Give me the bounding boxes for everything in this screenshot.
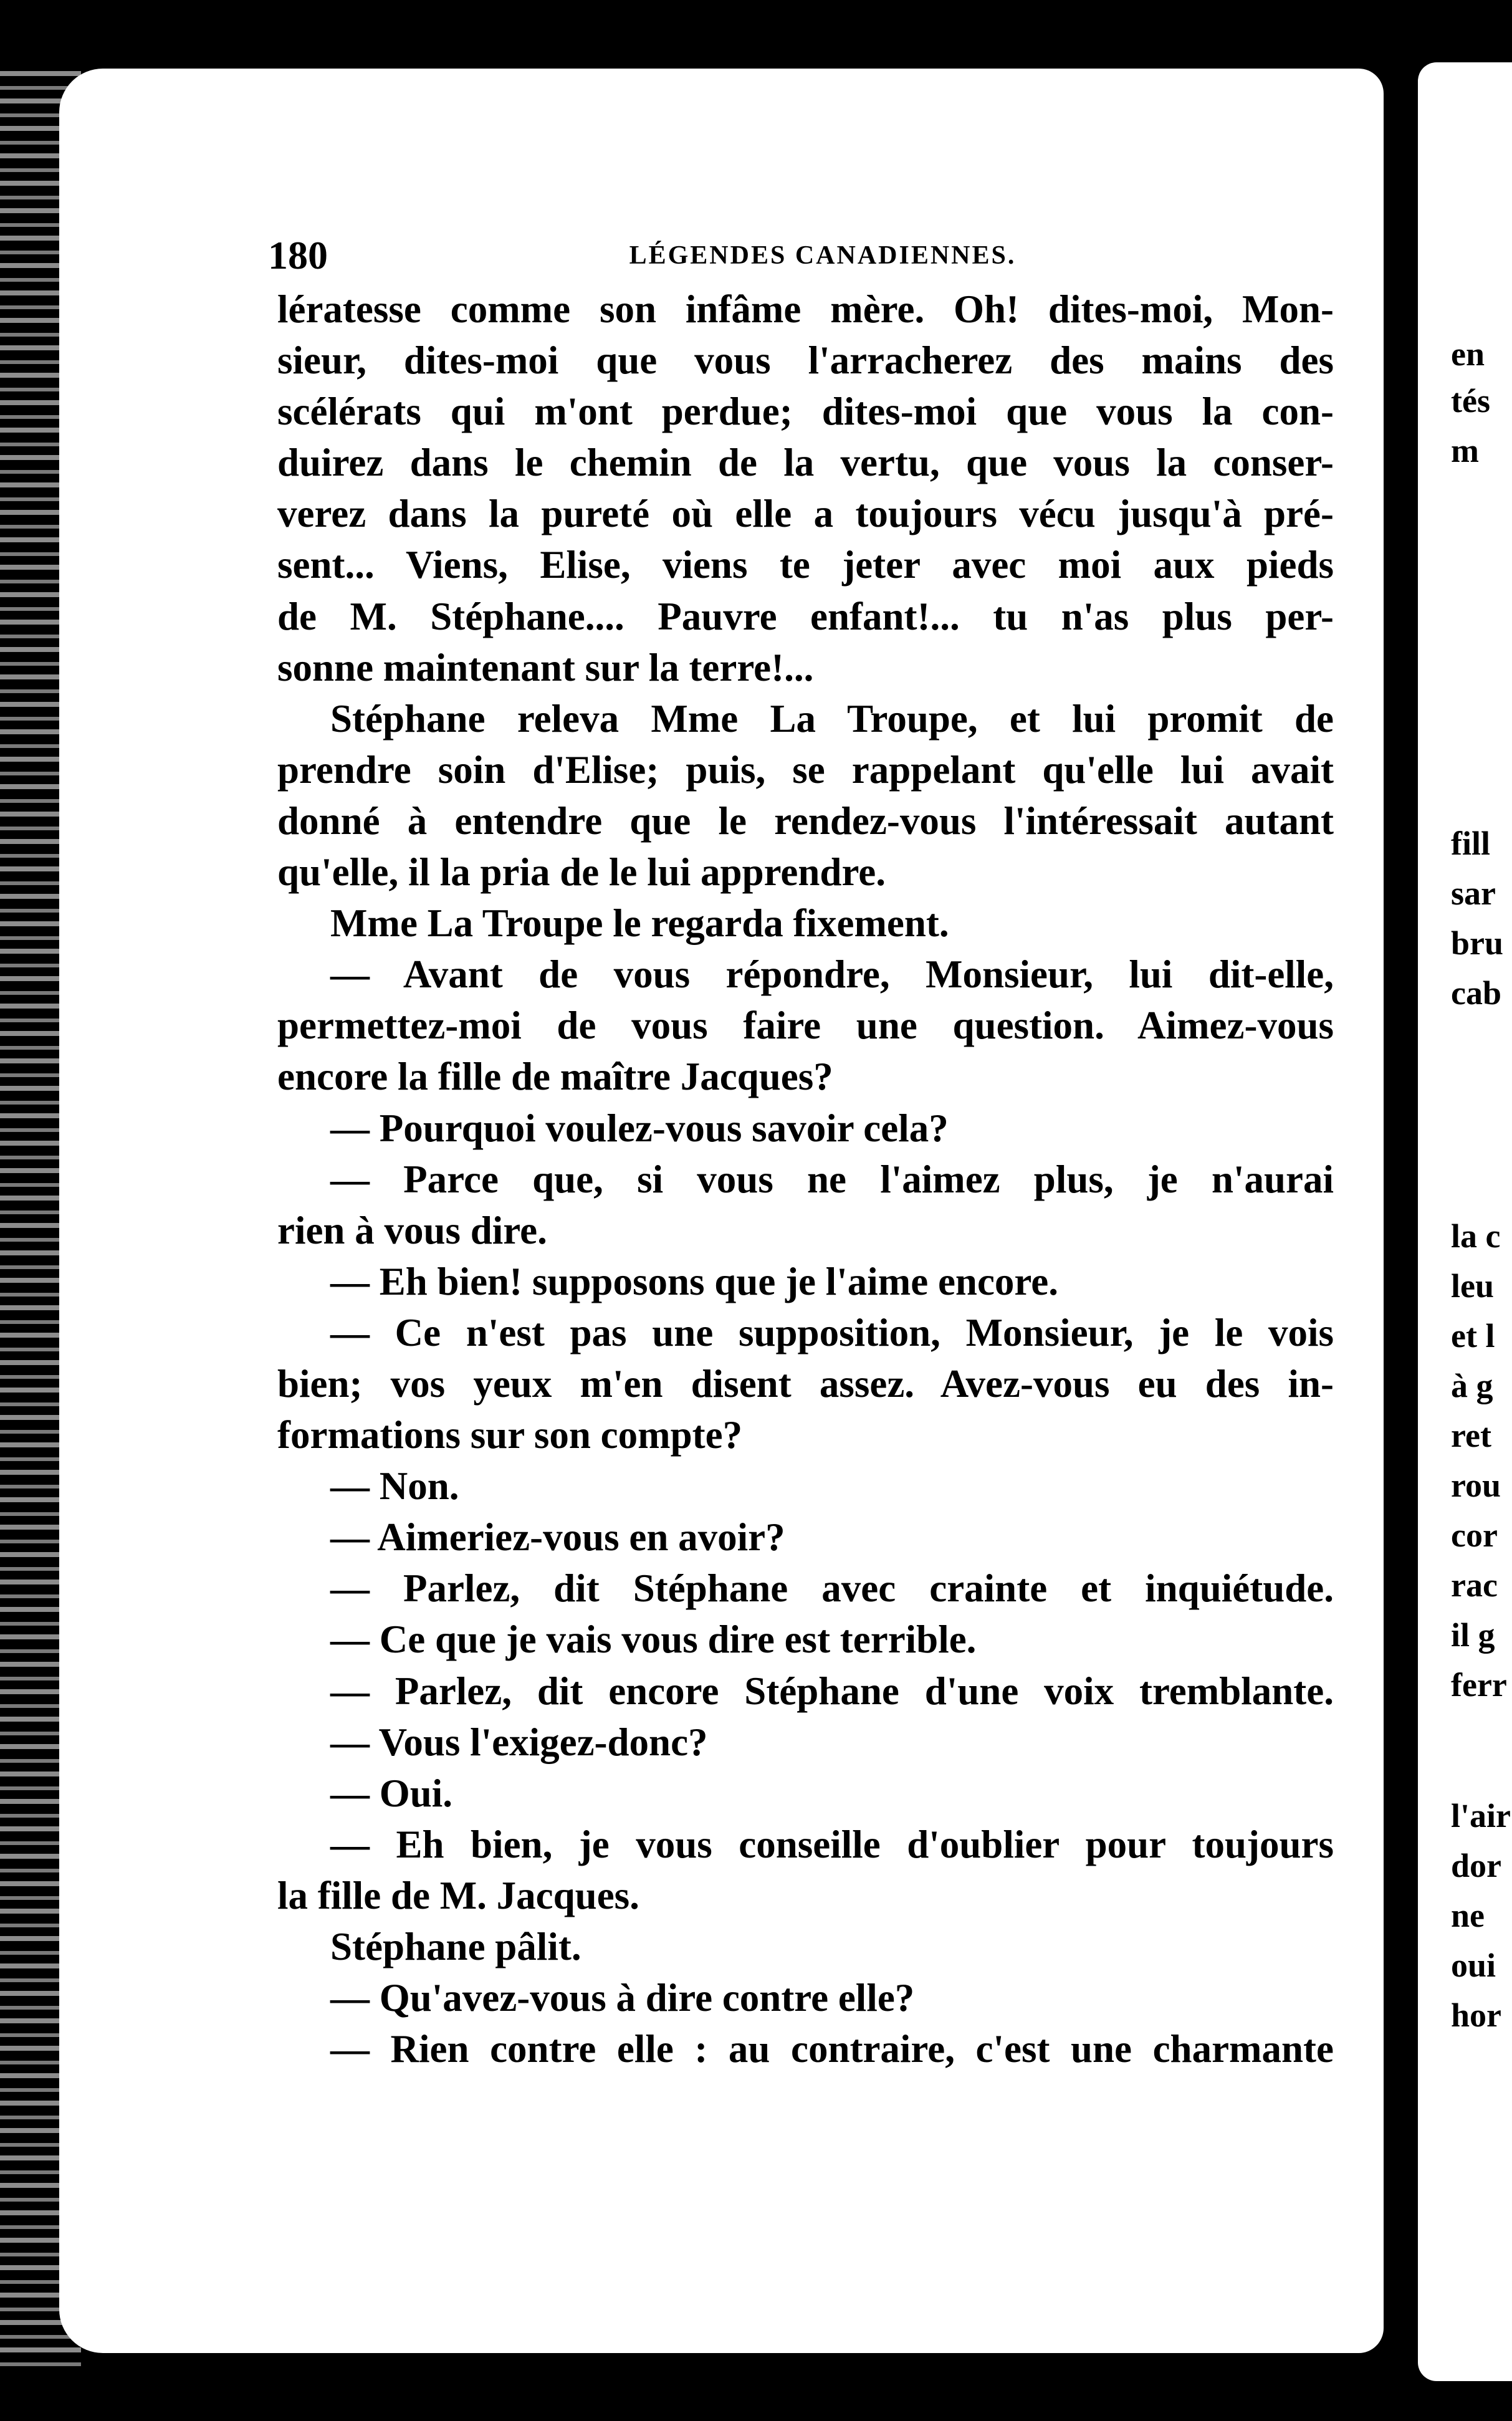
text-line: — Oui.	[330, 1771, 453, 1815]
facing-fragment: sar	[1451, 875, 1496, 912]
text-line: scélérats qui m'ont perdue; dites-moi que vous la con-	[277, 390, 1334, 434]
text-line: — Ce n'est pas une supposition, Monsieur, je le vois	[330, 1310, 1334, 1354]
text-line: donné à entendre que le rendez-vous l'intéressait autant	[277, 798, 1334, 843]
text-line: — Pourquoi voulez-vous savoir cela?	[330, 1106, 949, 1150]
running-title: LÉGENDES CANADIENNES.	[629, 241, 1017, 270]
text-line: verez dans la pureté où elle a toujours vécu jusqu'à pré-	[277, 492, 1334, 536]
facing-fragment: cab	[1451, 974, 1501, 1012]
text-line: — Qu'avez-vous à dire contre elle?	[330, 1976, 915, 2020]
facing-fragment: ne	[1451, 1897, 1485, 1934]
text-line: la fille de M. Jacques.	[277, 1873, 639, 1917]
text-line: formations sur son compte?	[277, 1413, 743, 1457]
text-line: — Parlez, dit encore Stéphane d'une voix tremblante.	[330, 1669, 1334, 1713]
facing-fragment: oui	[1451, 1947, 1496, 1984]
text-line: prendre soin d'Elise; puis, se rappelant qu'elle lui avait	[277, 747, 1334, 792]
facing-fragment: en	[1451, 335, 1485, 373]
text-line: — Rien contre elle : au contraire, c'est une charmante	[330, 2027, 1334, 2071]
body-text	[277, 284, 1334, 2074]
facing-fragment: la c	[1451, 1217, 1501, 1255]
text-line: permettez-moi de vous faire une question. Aimez-vous	[277, 1004, 1334, 1048]
text-line: Stéphane pâlit.	[330, 1925, 581, 1968]
facing-fragment: tés	[1451, 382, 1490, 419]
text-line: sieur, dites-moi que vous l'arracherez des mains des	[277, 338, 1334, 383]
text-line: Mme La Troupe le regarda fixement.	[330, 901, 949, 946]
text-line: bien; vos yeux m'en disent assez. Avez-vous eu des in-	[277, 1361, 1334, 1406]
text-line: — Eh bien, je vous conseille d'oublier pour toujours	[330, 1822, 1334, 1866]
text-line: — Eh bien! supposons que je l'aime encore.	[330, 1259, 1058, 1303]
facing-fragment: bru	[1451, 924, 1504, 962]
facing-fragment: rac	[1451, 1566, 1498, 1604]
facing-fragment: l'air	[1451, 1797, 1511, 1834]
facing-fragment: dor	[1451, 1847, 1501, 1884]
facing-fragment: à g	[1451, 1367, 1493, 1404]
text-line: sent... Viens, Elise, viens te jeter avec moi aux pieds	[277, 543, 1334, 587]
facing-fragment: et l	[1451, 1317, 1495, 1354]
running-header	[268, 231, 1340, 280]
text-line: Stéphane releva Mme La Troupe, et lui promit de	[330, 696, 1334, 741]
page-number: 180	[268, 233, 328, 277]
facing-page-text	[1451, 0, 1512, 2421]
text-line: lératesse comme son infâme mère. Oh! dites-moi, Mon-	[277, 287, 1334, 331]
text-line: de M. Stéphane.... Pauvre enfant!... tu n'as plus per-	[277, 594, 1334, 638]
facing-fragment: cor	[1451, 1517, 1498, 1554]
facing-fragment: hor	[1451, 1997, 1501, 2034]
text-line: sonne maintenant sur la terre!...	[277, 645, 814, 689]
text-line: rien à vous dire.	[277, 1208, 547, 1252]
text-line: — Ce que je vais vous dire est terrible.	[330, 1618, 977, 1662]
text-line: — Parce que, si vous ne l'aimez plus, je n'aurai	[330, 1157, 1334, 1201]
text-line: duirez dans le chemin de la vertu, que vous la conser-	[277, 441, 1334, 485]
text-line: — Vous l'exigez-donc?	[330, 1720, 708, 1764]
text-line: qu'elle, il la pria de le lui apprendre.	[277, 850, 886, 894]
text-line: — Aimeriez-vous en avoir?	[330, 1515, 785, 1560]
facing-fragment: rou	[1451, 1467, 1501, 1504]
text-line: — Avant de vous répondre, Monsieur, lui dit-elle,	[330, 952, 1334, 997]
facing-fragment: leu	[1451, 1267, 1495, 1305]
facing-fragment: m	[1451, 432, 1479, 469]
facing-fragment: ret	[1451, 1417, 1491, 1454]
facing-fragment: ferr	[1451, 1666, 1507, 1704]
text-line: — Parlez, dit Stéphane avec crainte et inquiétude.	[330, 1566, 1334, 1611]
text-line: encore la fille de maître Jacques?	[277, 1055, 833, 1099]
facing-fragment: il g	[1451, 1616, 1495, 1654]
facing-fragment: fill	[1451, 825, 1490, 862]
book-gutter	[1384, 37, 1418, 2421]
text-line: — Non.	[330, 1464, 459, 1508]
